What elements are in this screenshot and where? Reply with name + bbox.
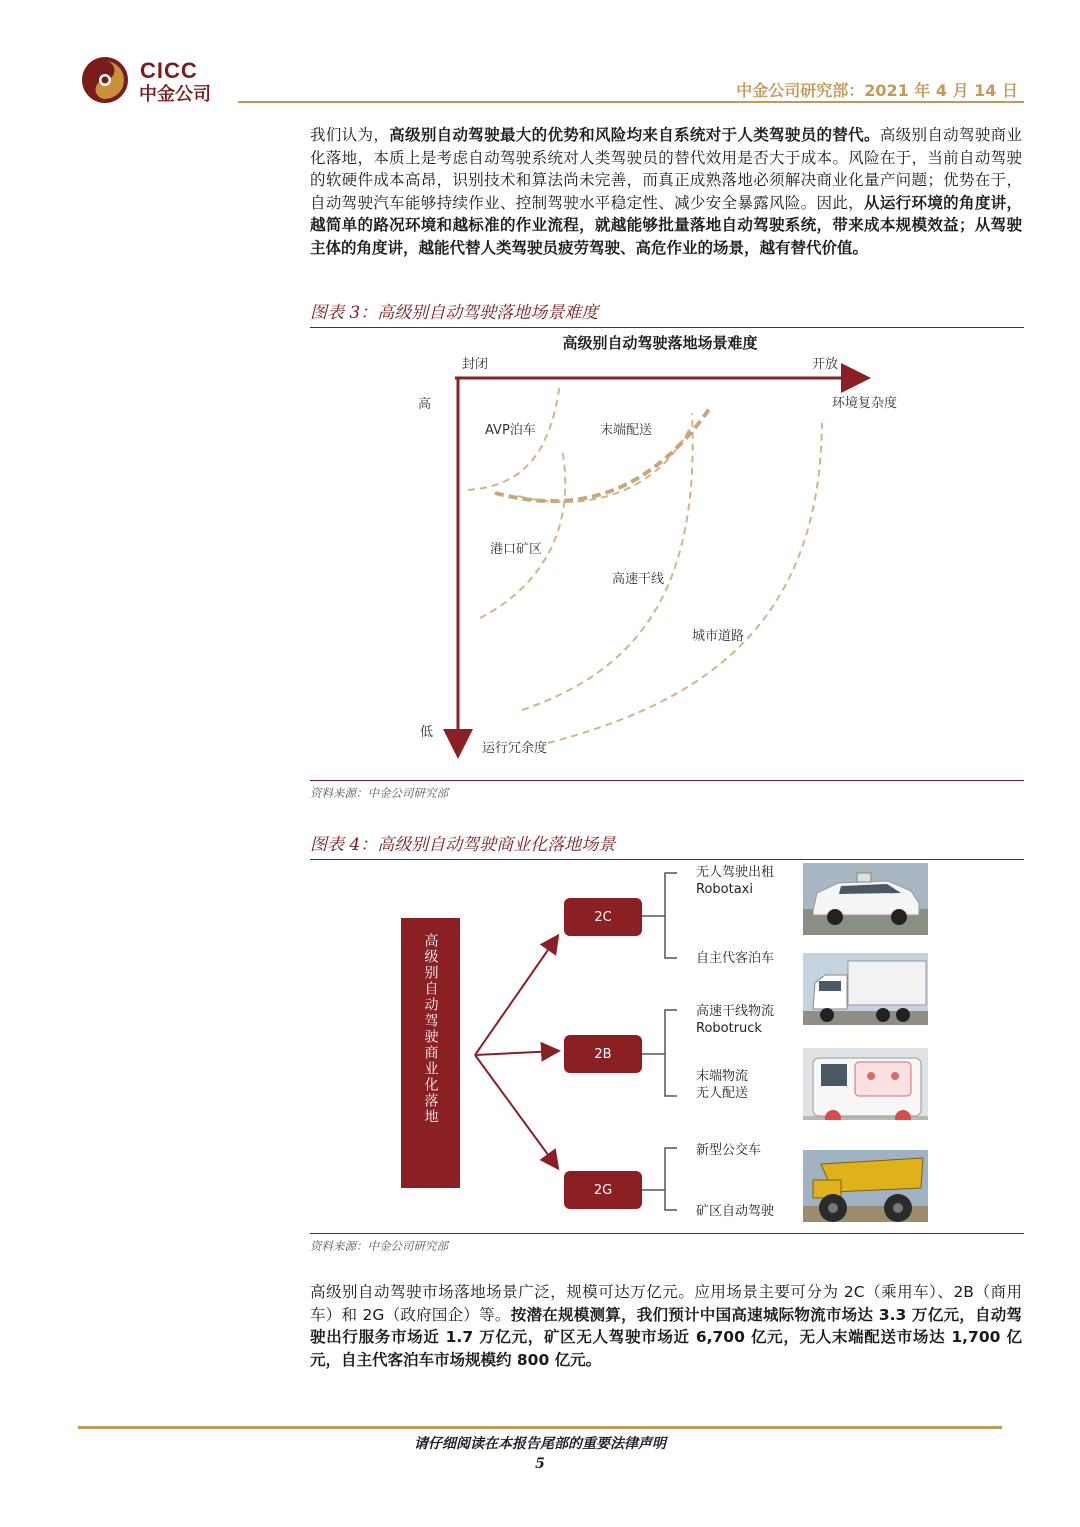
para1-text-b: 高级别自动驾驶商业化落地，本质上是考虑自动驾驶系统对人类驾驶员的替代效用是否大于成本。风险在于，当前自动驾驶的软硬件成本高昂，识别技术和算法尚未完善，而真正成熟落地必须解决商业化量产问题；优势在于，自动驾驶汽车能够持续作业、控制驾驶水平稳定性、减少安全暴露风险。因此， — [310, 126, 1022, 212]
x-axis-label: 环境复杂度 — [832, 396, 898, 411]
root-category-label: 高级别自动驾驶商业化落地 — [422, 933, 439, 1125]
scene-delivery-line1: 末端物流 — [696, 1069, 749, 1084]
root-category-box — [401, 918, 460, 1188]
footer-divider — [78, 1426, 1002, 1429]
intro-paragraph — [310, 124, 1022, 259]
boundary-urban — [548, 423, 822, 743]
scene-delivery — [696, 1068, 748, 1102]
boundary-major — [495, 408, 710, 501]
cicc-logo-icon — [80, 55, 130, 105]
region-urban-label: 城市道路 — [692, 629, 745, 644]
figure3-source: 资料来源：中金公司研究部 — [310, 780, 1024, 801]
header-divider — [238, 101, 1024, 103]
region-highway-label: 高速干线 — [612, 572, 665, 587]
market-paragraph — [310, 1281, 1022, 1371]
bracket-2g — [642, 1148, 677, 1210]
scene-robotruck-cn: 高速干线物流 — [696, 1004, 775, 1019]
bracket-2c — [642, 873, 677, 958]
region-lastmile-label: 末端配送 — [600, 423, 653, 438]
para2-bold: 按潜在规模测算，我们预计中国高速城际物流市场达 3.3 万亿元，自动驾驶出行服务市场近 1.7 万亿元，矿区无人驾驶市场近 6,700 亿元，无人末端配送市场达 1,700 亿元，自主代客泊车市场规模约 800 亿元。 — [310, 1305, 1022, 1369]
figure3-title: 高级别自动驾驶落地场景难度 — [562, 334, 758, 352]
scene-robotruck — [696, 1003, 774, 1037]
figure4-caption: 图表 4：高级别自动驾驶商业化落地场景 — [310, 830, 1024, 860]
arrow-to-2b — [475, 1051, 557, 1055]
logo-text-cn: 中金公司 — [139, 84, 211, 105]
scene-robotruck-en: Robotruck — [696, 1021, 762, 1036]
arrow-to-2g — [475, 1055, 557, 1167]
boundary-lastmile-inner — [518, 428, 690, 502]
category-2c-box: 2C — [564, 898, 642, 936]
figure3-caption: 图表 3：高级别自动驾驶落地场景难度 — [310, 298, 1024, 328]
scene-robotaxi-cn: 无人驾驶出租 — [696, 865, 775, 880]
delivery-robot-photo — [803, 1048, 928, 1120]
page-number: 5 — [535, 1456, 545, 1472]
legal-notice: 请仔细阅读在本报告尾部的重要法律声明 — [414, 1436, 666, 1452]
y-high-label: 高 — [418, 397, 432, 412]
robotaxi-photo — [803, 863, 928, 935]
boundary-port — [480, 448, 565, 618]
scene-bus: 新型公交车 — [696, 1143, 762, 1158]
figure3-diagram — [400, 328, 920, 768]
para1-bold-b: 从运行环境的角度讲，越简单的路况环境和越标准的作业流程，就越能够批量落地自动驾驶系统，带来成本规模效益；从驾驶主体的角度讲，越能代替人类驾驶员疲劳驾驶、高危作业的场景，越有替代价值。 — [310, 193, 1022, 257]
para2-text: 高级别自动驾驶市场落地场景广泛，规模可达万亿元。应用场景主要可分为 2C（乘用车）、2B（商用车）和 2G（政府国企）等。 — [310, 1283, 1022, 1324]
scene-mine: 矿区自动驾驶 — [696, 1204, 775, 1219]
arrow-to-2c — [475, 937, 557, 1055]
figure4-source: 资料来源：中金公司研究部 — [310, 1233, 1024, 1254]
para1-bold-a: 高级别自动驾驶最大的优势和风险均来自系统对于人类驾驶员的替代。 — [389, 126, 880, 144]
axis-open-label: 开放 — [812, 357, 839, 372]
logo-text-en: CICC — [140, 58, 198, 83]
y-axis-label: 运行冗余度 — [482, 741, 548, 756]
mining-truck-photo — [803, 1150, 928, 1222]
bracket-2b — [642, 1010, 677, 1096]
category-2g-box: 2G — [564, 1171, 642, 1209]
region-avp-label: AVP泊车 — [485, 423, 536, 438]
scene-robotaxi-en: Robotaxi — [696, 882, 753, 897]
scene-delivery-line2: 无人配送 — [696, 1086, 749, 1101]
scene-robotaxi — [696, 864, 774, 898]
y-low-label: 低 — [420, 725, 434, 740]
scene-valet: 自主代客泊车 — [696, 951, 775, 966]
header-date: 中金公司研究部：2021 年 4 月 14 日 — [736, 81, 1018, 100]
robotruck-photo — [803, 953, 928, 1025]
axis-closed-label: 封闭 — [462, 357, 489, 372]
region-port-label: 港口矿区 — [490, 542, 543, 557]
para1-text-a: 我们认为， — [310, 126, 390, 144]
category-2b-box: 2B — [564, 1035, 642, 1073]
